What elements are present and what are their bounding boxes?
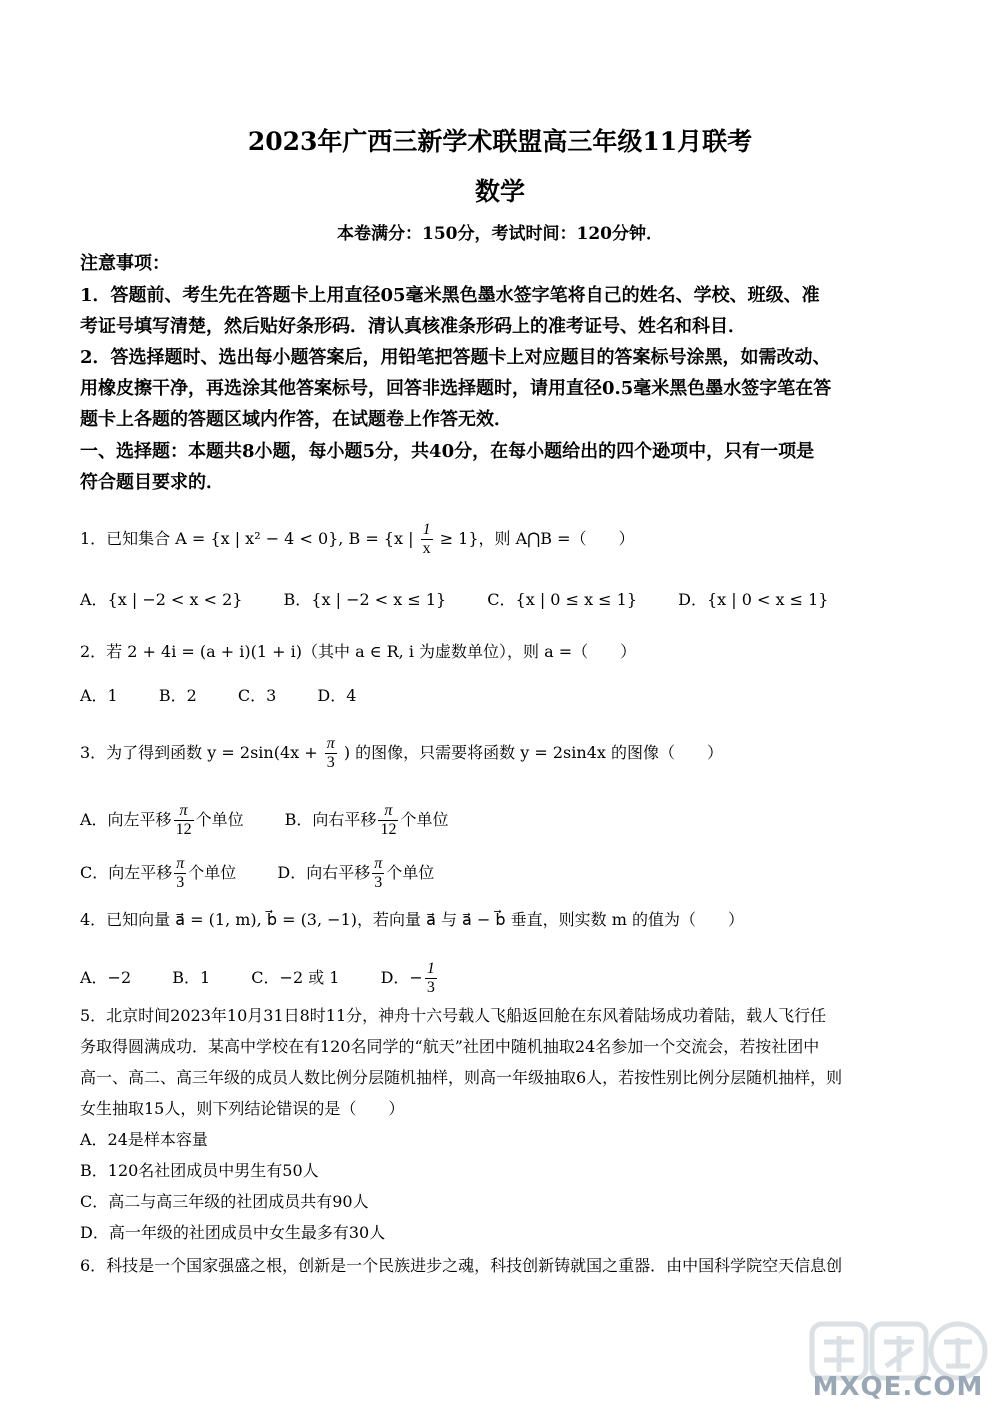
note-1-line-2: 考证号填写清楚，然后贴好条形码．清认真核准条形码上的准考证号、姓名和科目． bbox=[80, 316, 746, 337]
question-3-stem bbox=[80, 735, 920, 772]
q4-d-den: 3 bbox=[426, 979, 435, 996]
note-2-line-3: 题卡上各题的答题区域内作答，在试题卷上作答无效． bbox=[80, 409, 512, 430]
q5-option-d: D．高一年级的社团成员中女生最多有30人 bbox=[80, 1223, 386, 1242]
exam-subject: 数学 bbox=[474, 177, 525, 206]
q3-option-c bbox=[80, 855, 236, 892]
q5-option-c: C．高二与高三年级的社团成员共有90人 bbox=[80, 1192, 369, 1211]
question-5-line-2: 务取得圆满成功．某高中学校在有120名同学的“航天”社团中随机抽取24名参加一个交流会，若按社团中 bbox=[80, 1037, 820, 1056]
exam-meta: 本卷满分：150分，考试时间：120分钟． bbox=[337, 224, 663, 244]
q5-option-b: B．120名社团成员中男生有50人 bbox=[80, 1161, 319, 1180]
q3-option-d bbox=[277, 855, 434, 892]
q3-c-frac bbox=[174, 855, 186, 892]
question-1-options bbox=[80, 587, 920, 613]
notes-heading: 注意事项： bbox=[80, 253, 170, 274]
q3-d-pre: D．向右平移 bbox=[277, 863, 371, 882]
q4-d-frac bbox=[425, 960, 437, 997]
q3-c-den: 3 bbox=[176, 874, 185, 891]
q4-option-a: A．−2 bbox=[80, 968, 132, 987]
question-5-line-3: 高一、高二、高三年级的成员人数比例分层随机抽样，则高一年级抽取6人，若按性别比例分层随机抽样，则 bbox=[80, 1068, 843, 1087]
q3-c-unit: 个单位 bbox=[188, 863, 237, 882]
note-2-line-2: 用橡皮擦干净，再选涂其他答案标号，回答非选择题时，请用直径0.5毫米黑色墨水签字笔在答 bbox=[80, 378, 832, 399]
exam-title: 2023年广西三新学术联盟高三年级11月联考 bbox=[247, 127, 753, 156]
q2-option-c: C．3 bbox=[237, 686, 277, 705]
q3-b-num: π bbox=[378, 802, 398, 821]
q3-option-b bbox=[285, 802, 449, 839]
question-1-stem bbox=[80, 521, 920, 558]
q3-a-frac bbox=[174, 802, 194, 839]
q3-c-pre: C．向左平移 bbox=[80, 863, 173, 882]
q1-stem-tail: ≥ 1}，则 A⋂B =（ ） bbox=[439, 529, 635, 548]
q1-frac-den: x bbox=[422, 540, 431, 557]
q3-d-num: π bbox=[374, 855, 383, 872]
q2-option-d: D．4 bbox=[317, 686, 357, 705]
q4-d-num: 1 bbox=[426, 960, 435, 977]
question-5-line-4: 女生抽取15人，则下列结论错误的是（ ） bbox=[80, 1099, 405, 1118]
q3-stem-tail: ) 的图像，只需要将函数 y = 2sin4x 的图像（ ） bbox=[343, 743, 723, 762]
q1-option-d: D．{x | 0 < x ≤ 1} bbox=[678, 590, 829, 609]
section-1-line-1: 一、选择题：本题共8小题，每小题5分，共40分，在每小题给出的四个逊项中，只有一项是 bbox=[80, 441, 815, 462]
q3-a-den: 12 bbox=[175, 821, 192, 838]
q3-a-unit: 个单位 bbox=[195, 810, 244, 829]
q1-frac-num: 1 bbox=[422, 521, 431, 538]
q4-option-c: C．−2 或 1 bbox=[251, 968, 340, 987]
q3-a-num: π bbox=[174, 802, 194, 821]
q3-b-frac bbox=[378, 802, 398, 839]
question-4-stem: 4．已知向量 a⃗ = (1, m), b⃗ = (3, −1)，若向量 a⃗ 与 a⃗ − b⃗ 垂直，则实数 m 的值为（ ） bbox=[80, 910, 745, 929]
note-1-line-1: 1．答题前、考生先在答题卡上用直径05毫米黑色墨水签字笔将自己的姓名、学校、班级、准 bbox=[80, 285, 820, 306]
q4-option-d bbox=[381, 960, 439, 997]
q1-option-a: A．{x | −2 < x < 2} bbox=[80, 590, 243, 609]
question-3-options-ab bbox=[80, 802, 920, 839]
q3-d-den: 3 bbox=[374, 874, 383, 891]
q3-frac-num: π bbox=[326, 735, 335, 752]
q3-a-pre: A．向左平移 bbox=[80, 810, 172, 829]
question-6-line-1: 6．科技是一个国家强盛之根，创新是一个民族进步之魂，科技创新铸就国之重器．由中国科学院空天信息创 bbox=[80, 1256, 843, 1275]
q4-d-pre: D．− bbox=[380, 968, 423, 987]
q3-fraction bbox=[325, 735, 337, 772]
question-2-stem: 2．若 2 + 4i = (a + i)(1 + i)（其中 a ∈ R, i 为虚数单位），则 a =（ ） bbox=[80, 642, 637, 661]
q3-option-a bbox=[80, 802, 244, 839]
q3-b-unit: 个单位 bbox=[400, 810, 449, 829]
section-1-line-2: 符合题目要求的． bbox=[80, 472, 224, 493]
q2-option-b: B．2 bbox=[158, 686, 197, 705]
q3-c-num: π bbox=[176, 855, 185, 872]
q3-frac-den: 3 bbox=[326, 754, 335, 771]
watermark-text: MXQE.COM bbox=[812, 1372, 984, 1402]
q1-stem-text: 1．已知集合 A = {x | x² − 4 < 0}, B = {x | bbox=[80, 529, 414, 548]
q1-option-b: B．{x | −2 < x ≤ 1} bbox=[283, 590, 447, 609]
q5-option-a: A．24是样本容量 bbox=[80, 1130, 208, 1149]
q3-d-frac bbox=[372, 855, 384, 892]
question-5-line-1: 5．北京时间2023年10月31日8时11分，神舟十六号载人飞船返回舱在东风着陆场成功着陆，载人飞行任 bbox=[80, 1006, 827, 1025]
q3-stem-head: 3．为了得到函数 y = 2sin(4x + bbox=[80, 743, 318, 762]
q3-b-pre: B．向右平移 bbox=[284, 810, 377, 829]
q4-option-b: B．1 bbox=[172, 968, 211, 987]
q3-d-unit: 个单位 bbox=[386, 863, 435, 882]
q3-b-den: 12 bbox=[380, 821, 397, 838]
question-3-options-cd bbox=[80, 855, 920, 892]
question-4-options bbox=[80, 960, 920, 997]
q2-option-a: A．1 bbox=[80, 686, 118, 705]
q1-fraction bbox=[421, 521, 433, 558]
question-2-options bbox=[80, 683, 920, 709]
q1-option-c: C．{x | 0 ≤ x ≤ 1} bbox=[487, 590, 638, 609]
note-2-line-1: 2．答选择题时、选出每小题答案后，用铅笔把答题卡上对应题目的答案标号涂黑，如需改动、 bbox=[80, 347, 831, 368]
